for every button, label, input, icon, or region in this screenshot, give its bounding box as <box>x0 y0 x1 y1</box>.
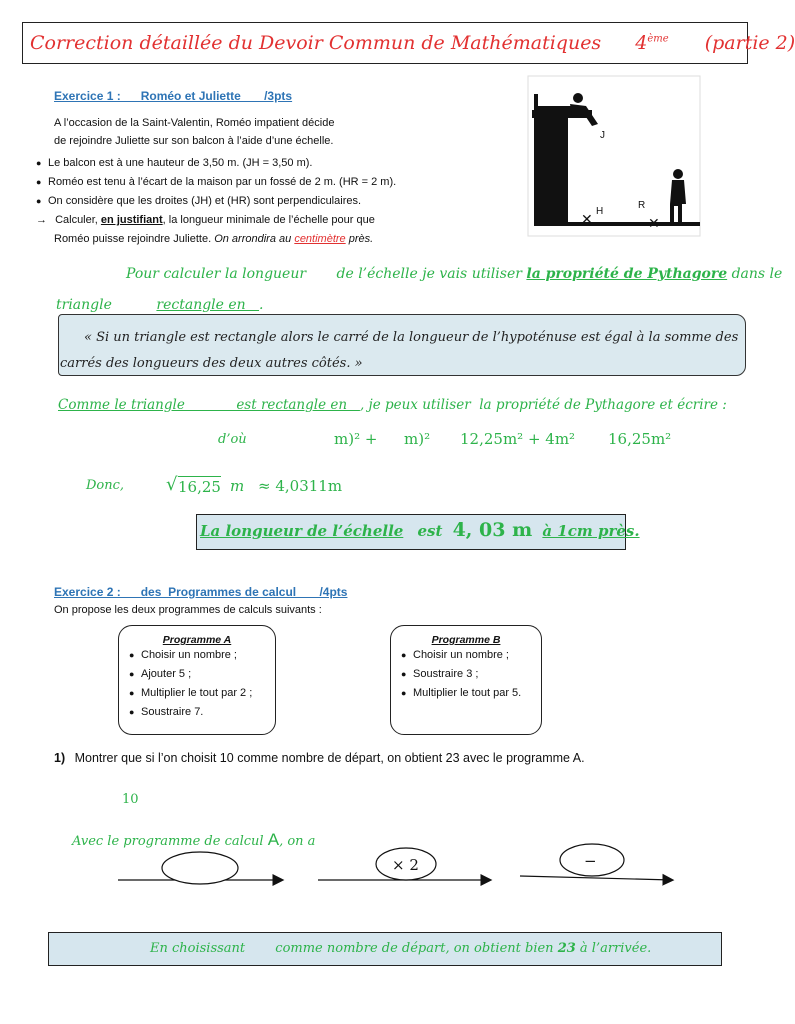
program-step: ● Multiplier le tout par 5. <box>401 684 541 703</box>
program-step: ● Soustraire 7. <box>129 703 275 722</box>
answer-line <box>200 519 640 541</box>
calc-term: 12,25m² + 4m² <box>460 430 576 448</box>
conclusion-text: à l’arrivée. <box>575 941 652 956</box>
exercise-1-heading: Exercice 1 : Roméo et Juliette /3pts <box>54 89 293 103</box>
calc-dou: d’où <box>218 432 247 447</box>
answer-text: à 1cm près. <box>542 522 640 540</box>
diagram-arrow <box>520 876 672 880</box>
correction-line-3 <box>58 397 727 413</box>
donc-label: Donc, <box>86 478 125 493</box>
correction-text: . <box>259 297 264 313</box>
program-b-title: Programme B <box>431 634 501 646</box>
program-step: ● Soustraire 3 ; <box>401 665 541 684</box>
romeo-juliette-illustration <box>528 76 700 236</box>
step-ellipse <box>162 852 238 884</box>
approx-value: ≈ 4,0311m <box>258 477 343 495</box>
exercise-1-intro <box>54 114 334 150</box>
program-step: ● Choisir un nombre ; <box>401 646 541 665</box>
caption-text: Avec le programme de calcul <box>72 834 268 849</box>
calc-term: m)² <box>404 430 431 448</box>
correction-text: , je peux utiliser la propriété de Pythagore et écrire : <box>359 397 727 413</box>
label-h: H <box>596 206 604 217</box>
start-value: 10 <box>122 792 139 807</box>
pythagore-statement <box>60 325 739 377</box>
intro-line: de rejoindre Juliette sur son balcon à l’aide d’une échelle. <box>54 135 334 147</box>
title-part: (partie 2) <box>704 32 795 54</box>
correction-line-2 <box>56 297 264 313</box>
conclusion-text: comme nombre de départ, on obtient bien <box>275 941 558 956</box>
svg-text:✕: ✕ <box>648 216 660 232</box>
program-step: ● Choisir un nombre ; <box>129 646 275 665</box>
bullet-item: ● Roméo est tenu à l’écart de la maison par un fossé de 2 m. (HR = 2 m). <box>36 173 516 192</box>
title-main: Correction détaillée du Devoir Commun de Mathématiques <box>30 32 602 54</box>
calculation-line <box>0 430 768 456</box>
program-step: ● Ajouter 5 ; <box>129 665 275 684</box>
sqrt-value: 16,25 <box>178 478 221 496</box>
exercise-2-heading: Exercice 2 : des Programmes de calcul /4pts <box>54 585 348 599</box>
page-title <box>30 32 795 54</box>
arrow-icon: → <box>36 214 47 226</box>
correction-line-1 <box>126 266 782 282</box>
caption-program-letter: A <box>267 830 280 849</box>
conclusion-value: 23 <box>557 941 576 956</box>
op-times-two: × 2 <box>392 856 419 874</box>
correction-underlined: rectangle en <box>156 297 260 313</box>
computation-diagram <box>100 838 680 898</box>
intro-line: A l’occasion de la Saint-Valentin, Roméo impatient décide <box>54 117 335 129</box>
answer-value: 4, 03 m <box>452 519 533 541</box>
answer-text: La longueur de l’échelle <box>200 522 404 540</box>
exercise-2-intro: On propose les deux programmes de calculs suivants : <box>54 604 322 616</box>
task-text: Calculer, <box>55 214 101 226</box>
program-a-box <box>118 625 276 735</box>
statement-line: carrés des longueurs des deux autres côtés. » <box>60 356 363 371</box>
sqrt-unit: m <box>230 477 245 495</box>
statement-line: « Si un triangle est rectangle alors le carré de la longueur de l’hypoténuse est égal à la somme des <box>84 330 739 345</box>
correction-text: Pour calculer la longueur <box>126 266 307 282</box>
label-j: J <box>600 130 605 141</box>
exercise-1-task <box>36 211 375 249</box>
task-text: , la longueur minimale de l’échelle pour que <box>162 214 375 226</box>
program-b-steps <box>401 646 541 703</box>
bullet-item: ● Le balcon est à une hauteur de 3,50 m. (JH = 3,50 m). <box>36 154 516 173</box>
sqrt-icon: √ <box>166 474 178 495</box>
program-step: ● Multiplier le tout par 2 ; <box>129 684 275 703</box>
conclusion-text: En choisissant <box>150 941 246 956</box>
question-1 <box>54 751 585 765</box>
svg-text:✕: ✕ <box>581 212 593 228</box>
correction-text: de l’échelle je vais utiliser <box>336 266 527 282</box>
task-italic: On arrondira au <box>214 233 295 245</box>
calc-term: m)² + <box>334 430 378 448</box>
op-minus: − <box>584 852 597 870</box>
question-number: 1) <box>54 751 66 765</box>
conclusion-line <box>150 941 651 956</box>
correction-text: triangle <box>56 297 112 313</box>
donc-line <box>0 474 768 502</box>
answer-text: est <box>417 522 443 540</box>
task-italic: près. <box>345 233 374 245</box>
program-b-box <box>390 625 542 735</box>
question-text: Montrer que si l’on choisit 10 comme nombre de départ, on obtient 23 avec le programme A. <box>74 751 585 765</box>
task-emphasis: en justifiant <box>100 214 163 226</box>
calc-term: 16,25m² <box>608 430 672 448</box>
program-a-title: Programme A <box>162 634 232 646</box>
correction-underlined: Comme le triangle est rectangle en <box>58 397 360 413</box>
label-r: R <box>638 200 646 211</box>
task-text: Roméo puisse rejoindre Juliette. <box>54 233 215 245</box>
title-level: 4 <box>635 32 648 54</box>
caption-text: , on a <box>279 834 316 849</box>
title-level-sup: ème <box>647 33 669 45</box>
program-a-steps <box>129 646 275 722</box>
pythagore-property-link: la propriété de Pythagore <box>526 266 728 282</box>
bullet-item: ● On considère que les droites (JH) et (HR) sont perpendiculaires. <box>36 192 516 211</box>
correction-text: dans le <box>727 266 783 282</box>
exercise-1-bullets <box>36 154 516 211</box>
task-highlight: centimètre <box>294 233 346 245</box>
